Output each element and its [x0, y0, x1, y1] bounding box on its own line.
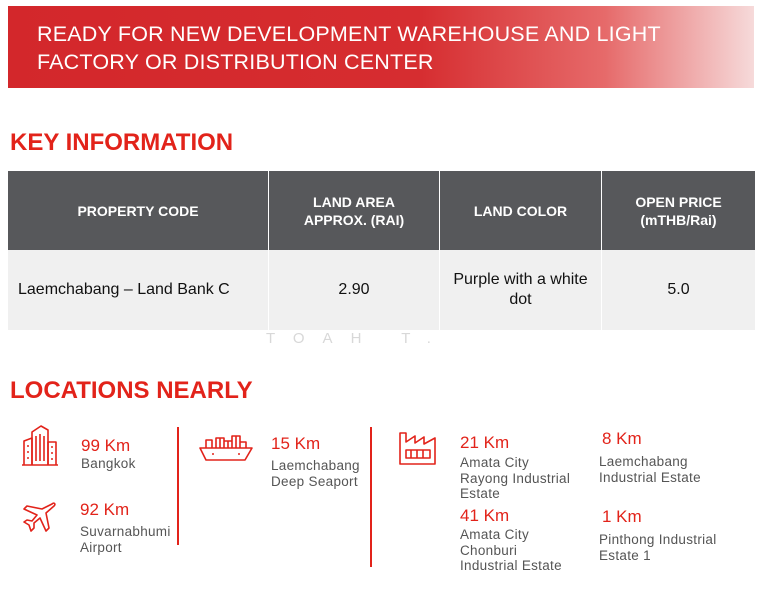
location-laemchabang-industrial-estate: [599, 429, 701, 485]
header-land-area: [269, 171, 440, 250]
location-distance: 99 Km: [81, 436, 131, 455]
location-name: Laemchabang: [599, 454, 688, 469]
header-land-area-line-1: LAND AREA: [313, 193, 395, 210]
location-name: Estate: [460, 486, 501, 501]
location-name: Amata City: [460, 455, 530, 470]
header-open-price: [602, 171, 755, 250]
header-land-color: [440, 171, 602, 250]
header-land-color-text: LAND COLOR: [473, 202, 568, 219]
location-bangkok: [81, 436, 136, 472]
location-amata-city-rayong: [460, 433, 570, 502]
cell-land-color: [440, 250, 602, 330]
column-divider-2: [370, 427, 372, 567]
banner-line-1: READY FOR NEW DEVELOPMENT WAREHOUSE AND LIGHT: [37, 22, 661, 46]
location-pinthong-industrial-estate: [599, 507, 717, 563]
title-banner: [8, 6, 754, 88]
cell-land-area-text: 2.90: [338, 281, 370, 298]
location-name: Suvarnabhumi: [80, 524, 171, 539]
location-suvarnabhumi-airport: [80, 500, 171, 555]
banner-line-2: FACTORY OR DISTRIBUTION CENTER: [37, 50, 434, 74]
location-distance: 92 Km: [80, 500, 130, 519]
location-name: Airport: [80, 539, 122, 555]
header-open-price-line-1: OPEN PRICE: [635, 193, 722, 210]
cell-property-code: [8, 250, 269, 330]
header-open-price-line-2: (mTHB/Rai): [640, 211, 717, 228]
location-distance: 8 Km: [602, 429, 642, 448]
cell-land-color-line-2: dot: [509, 291, 532, 308]
city-buildings-icon: [21, 424, 59, 466]
table-row: [8, 250, 755, 330]
location-name: Industrial Estate: [599, 469, 701, 485]
location-distance: 41 Km: [460, 506, 510, 525]
location-distance: 21 Km: [460, 433, 510, 452]
key-information-heading: KEY INFORMATION: [10, 129, 234, 156]
airplane-icon: [21, 499, 57, 535]
locations-nearly-heading: LOCATIONS NEARLY: [10, 377, 253, 404]
factory-icon: [398, 430, 438, 466]
cell-property-code-text: Laemchabang – Land Bank C: [18, 281, 230, 298]
location-name: Pinthong Industrial: [599, 532, 717, 547]
location-name: Amata City: [460, 527, 530, 542]
header-property-code-text: PROPERTY CODE: [77, 202, 199, 219]
location-name: Laemchabang: [271, 458, 360, 473]
location-distance: 15 Km: [271, 434, 321, 453]
location-name: Rayong Industrial: [460, 470, 571, 486]
location-name: Deep Seaport: [271, 473, 358, 489]
location-amata-city-chonburi: [460, 506, 562, 574]
location-distance: 1 Km: [602, 507, 642, 526]
header-land-area-line-2: APPROX. (RAI): [303, 211, 405, 228]
cargo-ship-icon: [198, 434, 254, 462]
location-laemchabang-deep-seaport: [271, 434, 360, 489]
location-name: Chonburi: [460, 542, 518, 558]
cell-open-price-text: 5.0: [667, 281, 690, 298]
cell-land-area: [269, 250, 440, 330]
header-property-code: [8, 171, 269, 250]
key-information-table: [8, 171, 755, 330]
cell-land-color-line-1: Purple with a white: [453, 271, 588, 288]
location-name: Industrial Estate: [460, 558, 562, 573]
location-name: Bangkok: [81, 456, 136, 471]
location-name: Estate 1: [599, 547, 651, 563]
column-divider-1: [177, 427, 179, 545]
table-header-row: [8, 171, 755, 250]
watermark: TOAH T.: [266, 330, 449, 347]
cell-open-price: [602, 250, 755, 330]
